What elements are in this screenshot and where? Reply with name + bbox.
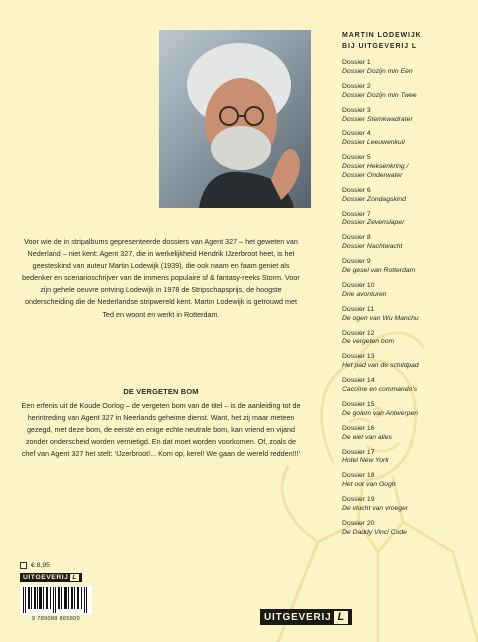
dossier-number: Dossier 20	[342, 519, 375, 527]
synopsis-title: DE VERGETEN BOM	[123, 387, 199, 396]
dossier-title: Dossier Heksenkring /	[342, 163, 409, 171]
dossier-title: Het oor van Gogh	[342, 481, 396, 489]
dossier-number: Dossier 14	[342, 377, 375, 385]
series-heading-line1: MARTIN LODEWIJK	[342, 32, 422, 39]
dossier-number: Dossier 5	[342, 154, 371, 162]
dossier-title: Dossier Nachtwacht	[342, 243, 403, 251]
dossier-item	[342, 496, 476, 520]
dossier-number: Dossier 17	[342, 448, 375, 456]
dossier-title: De gesel van Rotterdam	[342, 267, 416, 275]
dossier-item	[342, 353, 476, 377]
dossier-number: Dossier 12	[342, 329, 375, 337]
dossier-number: Dossier 9	[342, 258, 371, 266]
dossier-item	[342, 306, 476, 330]
dossier-item	[342, 130, 476, 154]
dossier-number: Dossier 7	[342, 210, 371, 218]
dossier-item	[342, 520, 476, 544]
dossier-item	[342, 83, 476, 107]
dossier-item	[342, 449, 476, 473]
dossier-title: Het pad van de schildpad	[342, 362, 419, 370]
dossier-number: Dossier 19	[342, 496, 375, 504]
dossier-title: Cacoïne en commando’s	[342, 386, 418, 394]
dossier-number: Dossier 8	[342, 234, 371, 242]
dossier-item	[342, 425, 476, 449]
dossier-number: Dossier 3	[342, 106, 371, 114]
dossier-number: Dossier 4	[342, 130, 371, 138]
dossier-number: Dossier 18	[342, 472, 375, 480]
dossier-number: Dossier 15	[342, 400, 375, 408]
barcode-icon	[23, 587, 89, 613]
price: € 8,95	[31, 561, 50, 569]
dossier-title: Dossier Zondagskind	[342, 195, 406, 203]
synopsis-text: Een erfenis uit de Koude Oorlog – de vergeten bom van de titel – is de aanleiding tot de herintreding van Agent 327 in Neerlands geheime dienst. Want, het zij maar meteen gezegd, met deze bom, de eerste en enige echte neutrale bom, kan vriend en vijand zonder onderscheid worden vernietigd. En dat moet worden voorkomen. Of, zoals de chef van Agent 327 het stelt: ‘IJzerbroot!... Kom op, kerel! We gaan de wereld redden!!!’	[21, 401, 301, 459]
dossier-item	[342, 234, 476, 258]
dossier-item	[342, 59, 476, 83]
dossier-title: Dossier Leeuwenkuil	[342, 139, 405, 147]
dossier-item	[342, 211, 476, 235]
author-bio: Voor wie de in stripalbums gepresenteerde dossiers van Agent 327 – het geweten van Nederland – niet kent: Agent 327, die in werkelijkheid Hendrik IJzerbroot heet, is het geesteskind van auteur Martin Lodewijk (1939), die ook naam en faam geniet als bedenker en scenarioschrijver van de immens populaire sf & fantasy-reeks Storm. Voor zijn gehele oeuvre ontving Lodewijk in 1978 de Stripschapsprijs, de hoogste onderscheiding die de Nederlandse stripwereld kent. Martin Lodewijk is getrouwd met Ted en woont en werkt in Rotterdam.	[22, 237, 300, 319]
dossier-list	[342, 59, 476, 544]
dossier-number: Dossier 10	[342, 281, 375, 289]
barcode	[20, 585, 92, 615]
dossier-item	[342, 154, 476, 187]
dossier-title: Dossier Dozijn min Twee	[342, 91, 417, 99]
price-checkbox-icon	[20, 562, 27, 569]
dossier-title: Dossier Zevenslaper	[342, 219, 405, 227]
series-heading-line2: BIJ UITGEVERIJ L	[342, 43, 418, 50]
dossier-title-line2: Dossier Onderwater	[342, 172, 403, 179]
dossier-item	[342, 401, 476, 425]
publisher-mark-small: L	[72, 574, 78, 581]
author-portrait-graphic	[159, 30, 311, 208]
price-barcode-block	[20, 560, 92, 622]
publisher-logo-small	[20, 573, 82, 582]
dossier-number: Dossier 11	[342, 305, 374, 313]
dossier-number: Dossier 2	[342, 82, 371, 90]
dossier-number: Dossier 16	[342, 424, 375, 432]
dossier-title: De vergeten bom	[342, 338, 395, 346]
dossier-title: De Daddy Vinci Code	[342, 528, 407, 536]
dossier-number: Dossier 1	[342, 59, 371, 66]
dossier-item	[342, 330, 476, 354]
dossier-item	[342, 258, 476, 282]
dossier-item	[342, 187, 476, 211]
publisher-name: UITGEVERIJ	[264, 611, 332, 623]
dossier-title: Hotel New York	[342, 457, 389, 465]
publisher-name-small: UITGEVERIJ	[23, 574, 69, 581]
dossier-title: De vlucht van vroeger	[342, 505, 409, 513]
dossier-item	[342, 282, 476, 306]
dossier-number: Dossier 6	[342, 186, 371, 194]
dossier-title: Dossier Stemkwadrater	[342, 115, 413, 123]
dossier-title: Drie avonturen	[342, 290, 387, 298]
author-photo	[159, 30, 311, 208]
publisher-logo	[260, 609, 352, 625]
series-heading	[342, 30, 472, 52]
dossier-title: De ogen van Wu Manchu	[342, 314, 419, 322]
dossier-item	[342, 107, 476, 131]
dossier-item	[342, 377, 476, 401]
dossier-item	[342, 472, 476, 496]
dossier-number: Dossier 13	[342, 353, 375, 361]
price-line	[20, 560, 92, 570]
dossier-title: De wet van alles	[342, 433, 392, 441]
dossier-title: Dossier Dozijn min Eén	[342, 67, 413, 75]
publisher-mark: L	[334, 611, 348, 624]
dossier-title: De golem van Antwerpen	[342, 409, 419, 417]
isbn: 9 789088 865800	[32, 616, 80, 622]
